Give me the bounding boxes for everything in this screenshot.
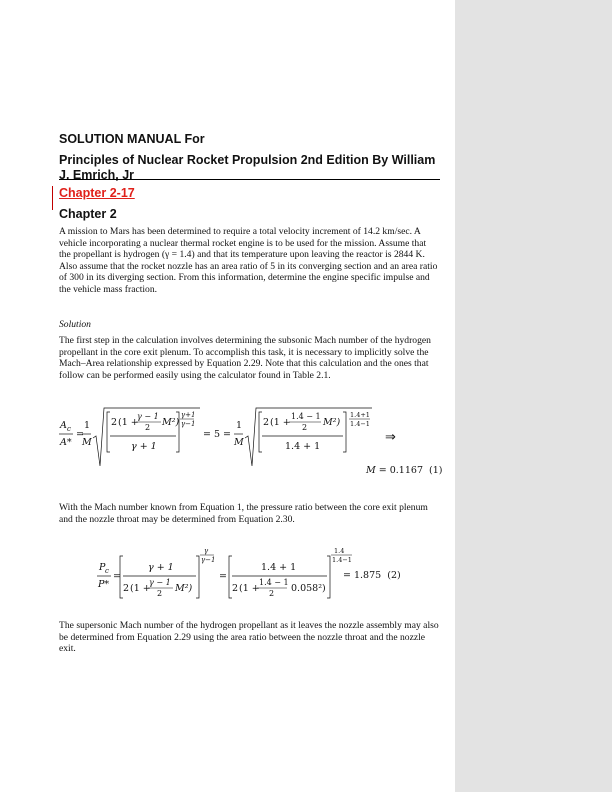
eq2-result (343, 570, 401, 581)
solution-paragraph-2: With the Mach number known from Equation 1, the pressure ratio between the core exit plenum and the nozzle throat may be determined from Equation 2.30. (59, 502, 428, 525)
svg-text:=: = (219, 571, 227, 582)
eq2-result-value: = 1.875 (343, 570, 382, 581)
solution-paragraph-3: The supersonic Mach number of the hydrogen propellant as it leaves the nozzle assembly may also be determined from Equation 2.29 using the area ratio between the nozzle throat and the nozzle exit. (59, 620, 439, 655)
eq2-exp-num: γ (204, 547, 209, 555)
eq1-result-var: M (366, 465, 376, 476)
eq2-den-frac-num: γ − 1 (149, 578, 171, 587)
solution-paragraph-1: The first step in the calculation involves determining the subsonic Mach number of the hydrogen propellant in the core exit plenum. To accomplish this task, it is necessary to implicitly solve the Mach–Area relationship expressed by Equation 2.29. Note that this calculation and the ones that follow can be performed easily using the calculator found in Table 2.1. (59, 335, 431, 381)
chapter-link[interactable]: Chapter 2-17 (59, 186, 135, 200)
eq2-lhs-den: P* (98, 579, 110, 590)
eq2-sub-num: 1.4 + 1 (261, 562, 297, 573)
eq2-sub-exp-num: 1.4 (334, 547, 345, 555)
eq1-exp-num: γ+1 (181, 411, 196, 419)
eq1-sub-exp-num: 1.4+1 (350, 411, 370, 419)
svg-text:=: = (76, 429, 84, 440)
eq1-inner-frac-den: 2 (145, 423, 151, 432)
eq1-sub-exp-den: 1.4−1 (350, 420, 370, 428)
eq2-den-m2: M²) (175, 583, 193, 594)
eq1-exp-den: γ−1 (181, 420, 196, 428)
eq2-den-two: 2 (123, 583, 130, 594)
svg-text:2: 2 (232, 583, 239, 594)
eq2-sub-frac-den: 2 (269, 589, 275, 598)
svg-text:(1 +: (1 + (239, 583, 260, 594)
problem-statement: A mission to Mars has been determined to require a total velocity increment of 14.2 km/sec. A vehicle incorporating a nuclear thermal rocket engine is to be used for the mission. Assume that the propellant is hydrogen (γ = 1.4) and that its temperature upon leaving the reactor is 2844 K. Also assume that the rocket nozzle has an area ratio of 5 in its converging section and an area ratio of 300 in its diverging section. From this information, determine the engine specific impulse and the vehicle mass fraction. (59, 226, 438, 295)
svg-text:(1 +: (1 + (270, 417, 291, 428)
eq1-result-value: = 0.1167 (378, 465, 423, 476)
eq1-coef-den: M (82, 437, 92, 448)
eq2-sub-exp-den: 1.4−1 (332, 556, 352, 564)
svg-text:M: M (234, 437, 244, 448)
eq1-inner-m2: M²) (162, 417, 180, 428)
eq1-inner-open: (1 + (118, 417, 139, 428)
chapter-heading: Chapter 2 (59, 207, 117, 221)
eq1-inner-two: 2 (111, 417, 118, 428)
eq2-den-frac-den: 2 (157, 589, 163, 598)
eq1-inner-frac-num: γ − 1 (137, 412, 159, 421)
comment-margin-pane (455, 0, 612, 792)
eq1-number: (1) (429, 465, 443, 476)
svg-text:2: 2 (263, 417, 270, 428)
eq2-exp-den: γ−1 (201, 556, 216, 564)
svg-text:M²): M²) (323, 417, 341, 428)
eq1-sub-frac-num: 1.4 − 1 (291, 412, 321, 421)
eq1-equals-value: = 5 = (203, 429, 232, 440)
eq2-number: (2) (387, 570, 401, 581)
eq2-lhs-num: P (99, 562, 106, 573)
eq1-coef-num: 1 (84, 420, 91, 431)
manual-title: SOLUTION MANUAL For (59, 132, 205, 146)
eq2-sub-m2: 0.058²) (291, 583, 326, 594)
solution-label: Solution (59, 319, 91, 330)
eq1-lhs-den: A* (60, 437, 72, 448)
eq2-sub-frac-num: 1.4 − 1 (259, 578, 289, 587)
eq1-lhs-num: A (60, 420, 67, 431)
eq2-num: γ + 1 (148, 562, 174, 573)
eq1-lhs-num-sub: c (67, 425, 71, 433)
eq2-lhs-num-sub: c (105, 567, 109, 575)
svg-text:1: 1 (236, 420, 243, 431)
implies-arrow: ⇒ (385, 430, 396, 445)
eq1-sub-den: 1.4 + 1 (285, 441, 321, 452)
book-title: Principles of Nuclear Rocket Propulsion 2nd Edition By William J. Emrich, Jr (59, 153, 436, 182)
svg-text:=: = (113, 571, 121, 582)
eq2-den-open: (1 + (130, 583, 151, 594)
eq1-sub-frac-den: 2 (302, 423, 308, 432)
eq1-den: γ + 1 (131, 441, 157, 452)
